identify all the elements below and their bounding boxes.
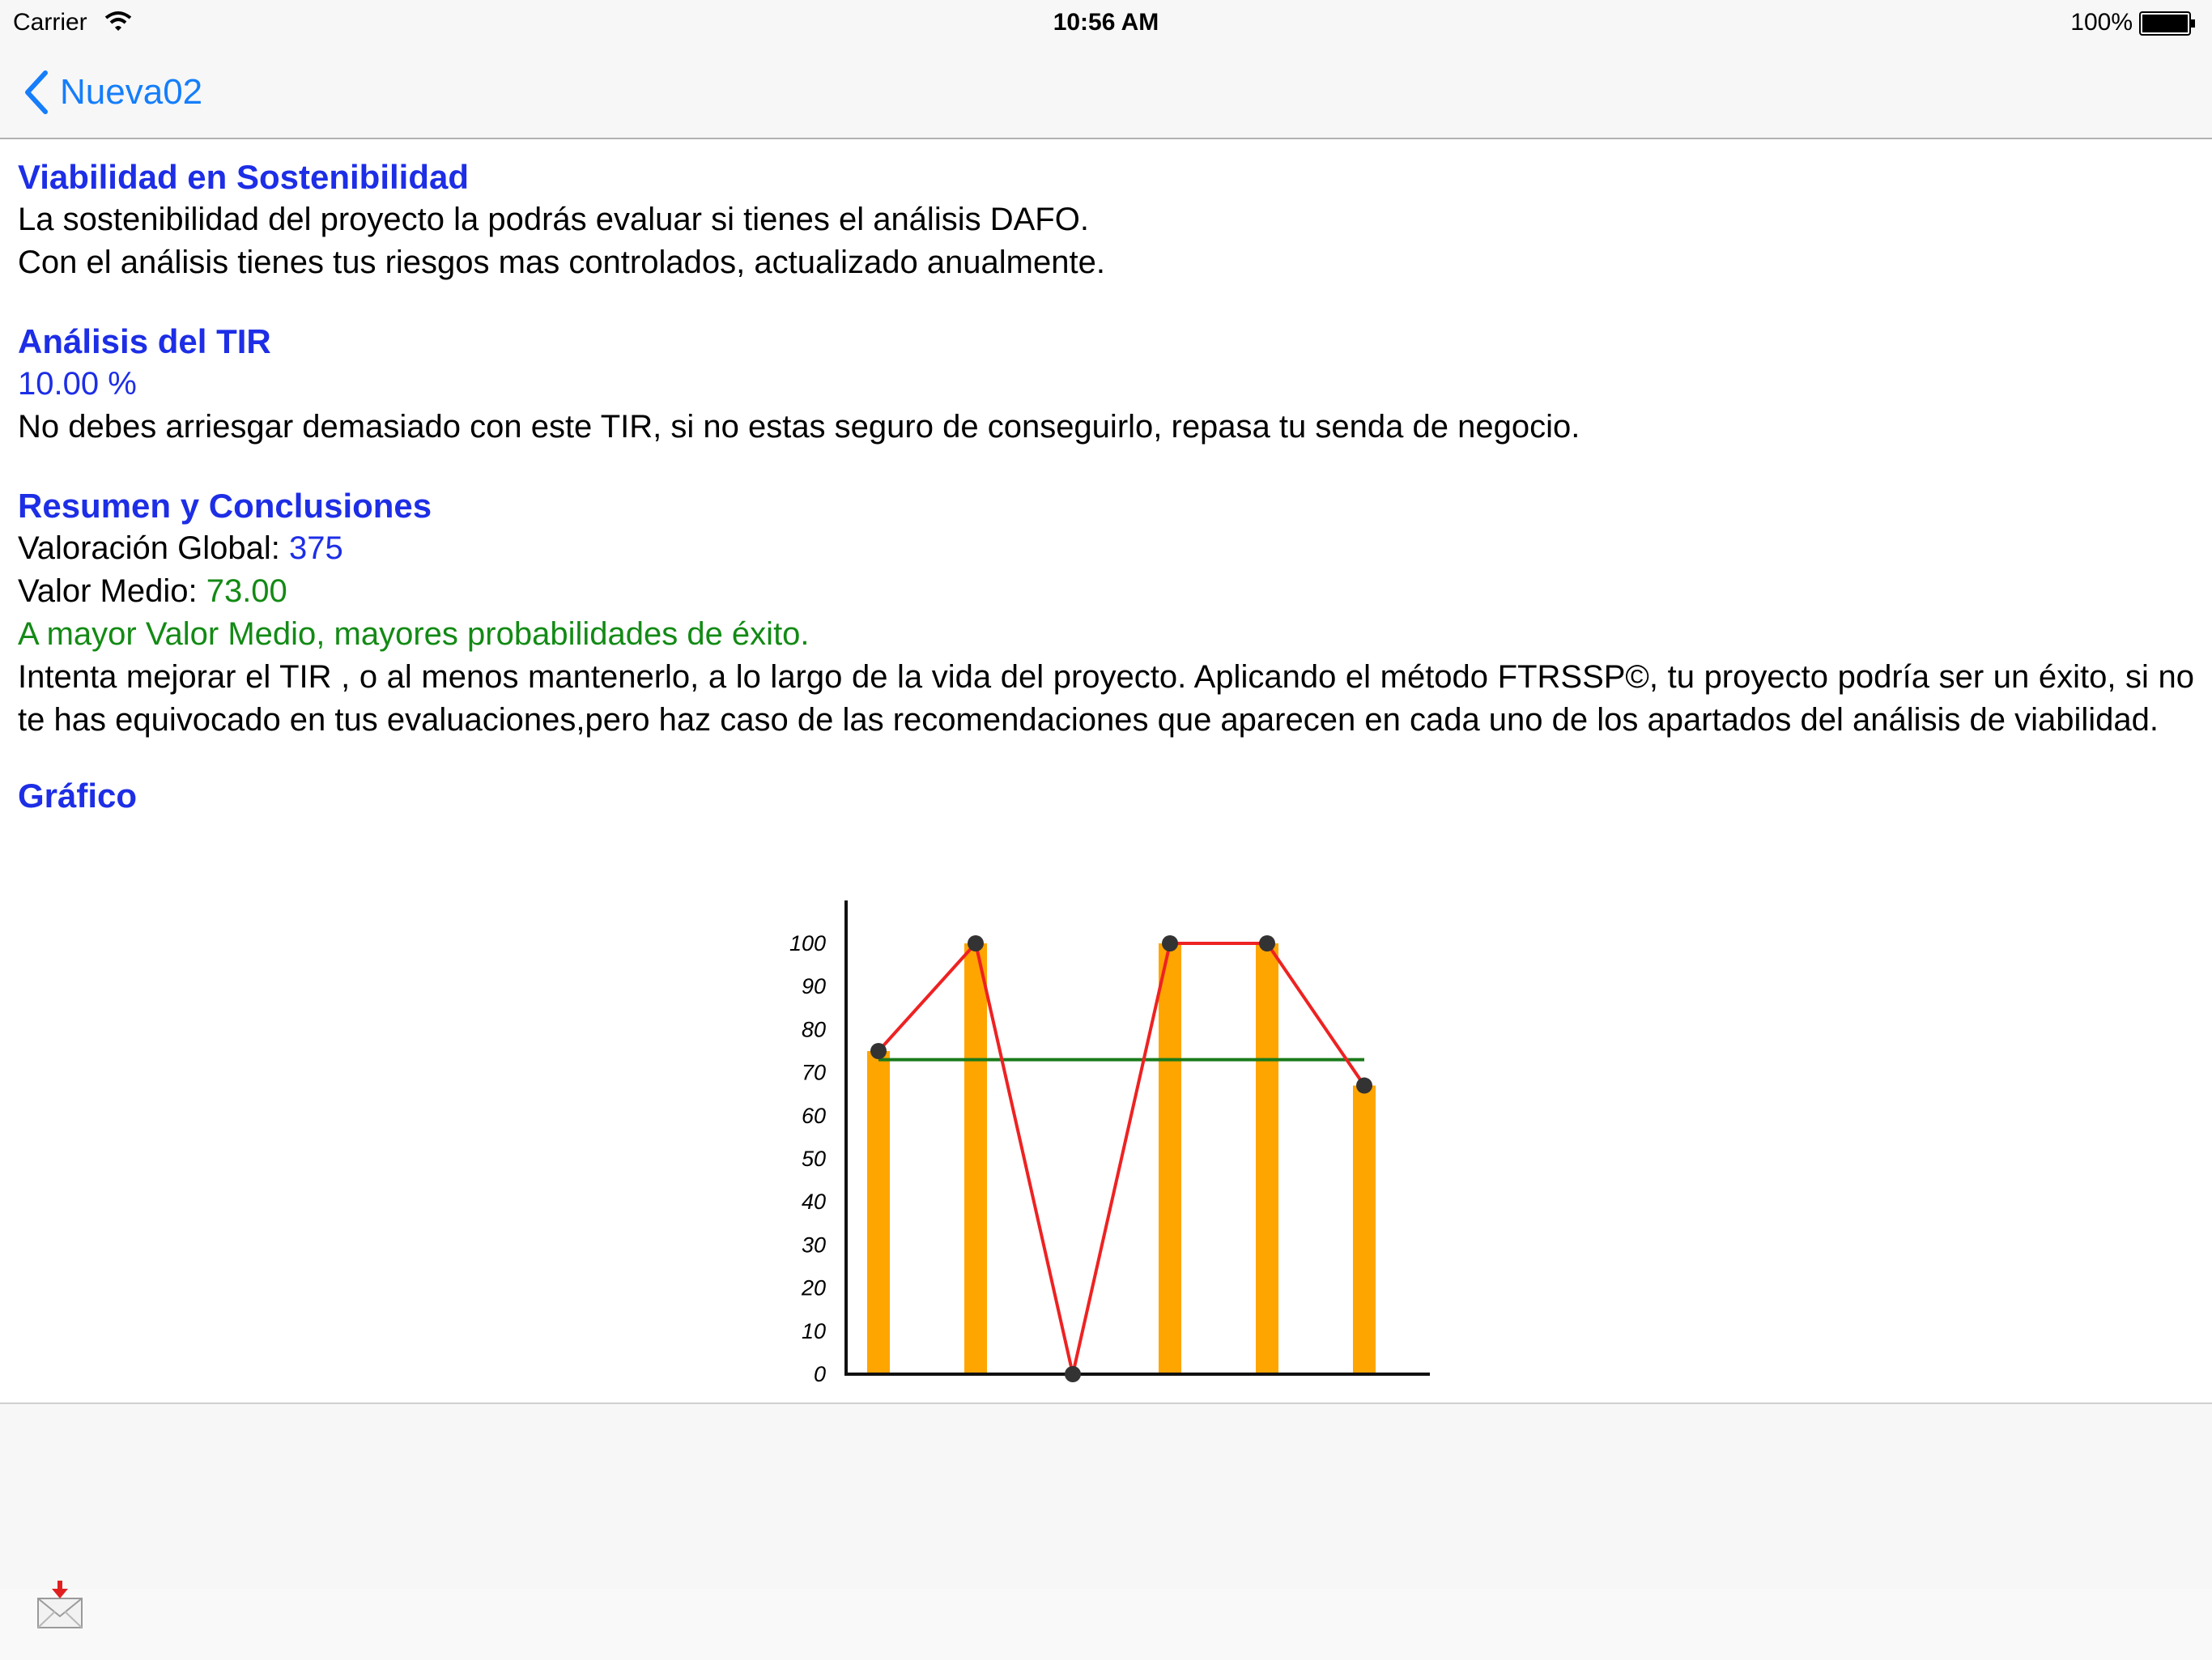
valoracion-global-label: Valoración Global: xyxy=(18,530,289,566)
data-point xyxy=(1356,1078,1372,1094)
y-tick-label: 70 xyxy=(801,1060,826,1085)
tir-value: 10.00 % xyxy=(18,366,137,402)
y-tick-label: 30 xyxy=(801,1232,826,1258)
toolbar-bar xyxy=(0,1589,2212,1660)
sostenibilidad-line-1: La sostenibilidad del proyecto la podrás evaluar si tienes el análisis DAFO. xyxy=(18,202,1089,237)
chart-bar xyxy=(1353,1086,1376,1374)
y-tick-label: 20 xyxy=(801,1275,826,1300)
valoracion-global-value: 375 xyxy=(289,530,343,566)
valor-medio-tip: A mayor Valor Medio, mayores probabilidades de éxito. xyxy=(18,616,810,652)
status-bar xyxy=(0,0,2212,45)
bottom-toolbar xyxy=(0,1402,2212,1660)
chevron-left-icon xyxy=(23,70,50,115)
report-content[interactable] xyxy=(0,139,2212,1402)
navigation-bar xyxy=(0,45,2212,139)
valor-medio-value: 73.00 xyxy=(206,573,287,609)
chart-bar xyxy=(867,1051,890,1374)
battery-icon xyxy=(2139,11,2196,36)
y-tick-label: 80 xyxy=(801,1017,826,1042)
carrier-label: Carrier xyxy=(13,9,87,36)
y-tick-label: 100 xyxy=(789,931,826,956)
section-heading-grafico: Gráfico xyxy=(18,777,138,815)
data-point xyxy=(968,935,984,951)
section-heading-resumen: Resumen y Conclusiones xyxy=(18,487,432,525)
back-button[interactable] xyxy=(23,68,202,117)
back-button-label: Nueva02 xyxy=(60,72,203,112)
chart-bar xyxy=(964,943,987,1374)
section-heading-sostenibilidad: Viabilidad en Sostenibilidad xyxy=(18,158,469,196)
section-heading-tir: Análisis del TIR xyxy=(18,322,271,360)
y-tick-label: 50 xyxy=(801,1147,826,1171)
y-tick-label: 10 xyxy=(801,1318,826,1343)
bar-line-chart xyxy=(0,139,2212,1402)
chart-bar xyxy=(1159,943,1181,1374)
data-point xyxy=(870,1043,887,1059)
valor-medio-label: Valor Medio: xyxy=(18,573,206,609)
y-tick-label: 60 xyxy=(801,1103,826,1128)
y-tick-label: 90 xyxy=(801,974,826,999)
conclusion-paragraph: Intenta mejorar el TIR , o al menos mantenerlo, a lo largo de la vida del proyecto. Aplicando el método FTRSSP©, tu proyecto podría ser un éxito, si no te has equivocado en tus evaluaciones,pero haz caso de las recomendaciones que aparecen en cada uno de los apartados del análisis de viabilidad. xyxy=(18,659,2194,738)
chart-bar xyxy=(1256,943,1278,1374)
battery-percentage: 100% xyxy=(2070,9,2133,36)
data-point xyxy=(1162,935,1178,951)
clock: 10:56 AM xyxy=(1053,9,1159,36)
y-tick-label: 40 xyxy=(801,1190,826,1215)
data-point xyxy=(1259,935,1275,951)
series-line xyxy=(878,943,1364,1374)
y-tick-label: 0 xyxy=(813,1362,826,1386)
sostenibilidad-line-2: Con el análisis tienes tus riesgos mas controlados, actualizado anualmente. xyxy=(18,245,1105,280)
data-point xyxy=(1065,1366,1081,1382)
tir-advice: No debes arriesgar demasiado con este TIR, si no estas seguro de conseguirlo, repasa tu senda de negocio. xyxy=(18,409,1580,445)
mail-download-icon[interactable] xyxy=(36,1579,84,1631)
